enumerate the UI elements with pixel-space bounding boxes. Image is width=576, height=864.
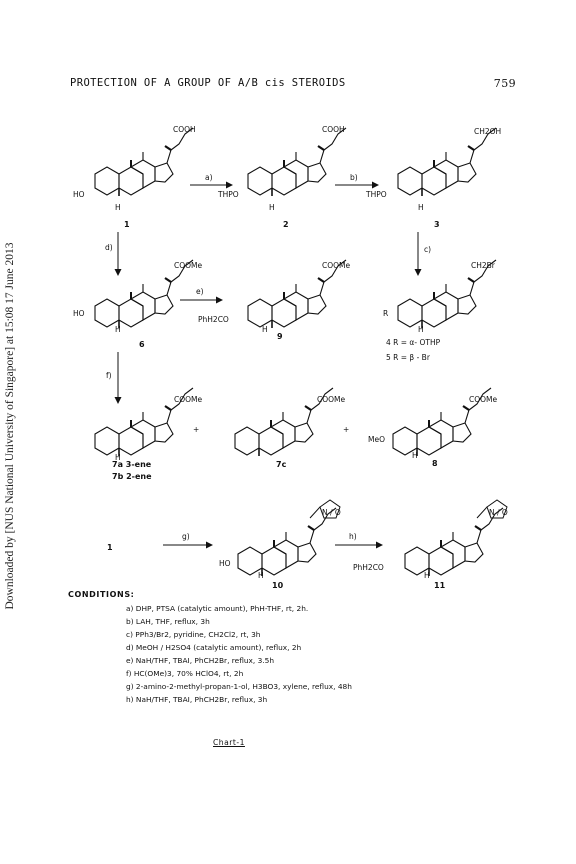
plus-sign: + [343, 425, 350, 434]
arrow-a [190, 173, 232, 185]
compound-4-5 [383, 260, 496, 362]
svg-text:b): b) [350, 173, 358, 182]
svg-text:N / O: N / O [322, 508, 341, 517]
svg-text:PhH2CO: PhH2CO [353, 563, 384, 572]
svg-text:CH2OH: CH2OH [474, 127, 502, 136]
compound-7ab [95, 388, 203, 481]
condition-f: f) HC(OMe)3, 70% HClO4, rt, 2h [126, 669, 244, 678]
svg-text:h): h) [349, 532, 357, 541]
svg-text:c): c) [424, 245, 432, 254]
svg-text:f): f) [106, 371, 112, 380]
svg-text:R: R [383, 309, 389, 318]
condition-h: h) NaH/THF, TBAI, PhCH2Br, reflux, 3h [126, 695, 268, 704]
svg-text:g): g) [182, 532, 190, 541]
svg-text:COOMe: COOMe [322, 261, 351, 270]
compound-3 [365, 127, 501, 229]
arrow-d [105, 232, 118, 275]
arrow-c [418, 232, 431, 275]
svg-text:N / O: N / O [489, 508, 508, 517]
compound-7c [235, 388, 346, 469]
conditions-block [68, 590, 528, 706]
header-title: PROTECTION OF A GROUP OF A/B cis STEROIDS [70, 77, 346, 89]
svg-text:d): d) [105, 243, 113, 252]
svg-text:COOMe: COOMe [174, 395, 203, 404]
condition-a: a) DHP, PTSA (catalytic amount), PhH-THF, rt, 2h. [126, 604, 309, 613]
svg-text:H: H [115, 453, 121, 462]
svg-text:4 R = α- OTHP: 4 R = α- OTHP [386, 338, 441, 347]
plus-sign: + [193, 425, 200, 434]
condition-c: c) PPh3/Br2, pyridine, CH2Cl2, rt, 3h [126, 630, 261, 639]
svg-text:7b 2-ene: 7b 2-ene [112, 472, 152, 481]
svg-text:3: 3 [434, 220, 440, 229]
svg-text:10: 10 [272, 581, 284, 590]
svg-text:H: H [258, 571, 264, 580]
svg-text:9: 9 [277, 332, 283, 341]
condition-g: g) 2-amino-2-methyl-propan-1-ol, H3BO3, xylene, reflux, 48h [126, 682, 352, 691]
svg-text:6: 6 [139, 340, 145, 349]
compound-1-ref: 1 [107, 543, 113, 552]
svg-text:H: H [418, 203, 424, 212]
svg-text:HO: HO [73, 309, 85, 318]
svg-text:THPO: THPO [366, 190, 387, 199]
arrow-f [106, 352, 118, 403]
svg-text:8: 8 [432, 459, 438, 468]
svg-text:H: H [115, 203, 121, 212]
svg-text:THPO: THPO [218, 190, 239, 199]
svg-text:COOH: COOH [173, 125, 196, 134]
svg-text:COOMe: COOMe [317, 395, 346, 404]
compound-6 [73, 260, 203, 349]
svg-text:COOMe: COOMe [174, 261, 203, 270]
svg-text:H: H [262, 325, 268, 334]
svg-text:HO: HO [219, 559, 231, 568]
svg-text:11: 11 [434, 581, 446, 590]
download-notice: Downloaded by [NUS National University of Singapore] at 15:08 17 June 2013 [4, 242, 16, 610]
svg-text:5 R = β - Br: 5 R = β - Br [386, 353, 430, 362]
svg-text:H: H [269, 203, 275, 212]
condition-b: b) LAH, THF, reflux, 3h [126, 617, 210, 626]
svg-text:a): a) [205, 173, 213, 182]
compound-2 [217, 125, 346, 229]
svg-text:COOH: COOH [322, 125, 345, 134]
conditions-list [126, 602, 528, 706]
condition-d: d) MeOH / H2SO4 (catalytic amount), reflux, 2h [126, 643, 302, 652]
arrow-g [163, 532, 212, 545]
svg-text:MeO: MeO [368, 435, 385, 444]
svg-text:CH2Br: CH2Br [471, 261, 495, 270]
condition-e: e) NaH/THF, TBAI, PhCH2Br, reflux, 3.5h [126, 656, 275, 665]
svg-text:HO: HO [73, 190, 85, 199]
svg-text:2: 2 [283, 220, 289, 229]
arrow-h [335, 532, 382, 545]
svg-text:7c: 7c [276, 460, 287, 469]
conditions-title: CONDITIONS: [68, 590, 135, 599]
compound-8 [368, 388, 498, 468]
svg-text:H: H [115, 325, 121, 334]
svg-text:PhH2CO: PhH2CO [198, 315, 229, 324]
chart-caption: Chart-1 [213, 738, 245, 747]
svg-text:1: 1 [124, 220, 130, 229]
svg-text:H: H [424, 571, 430, 580]
svg-text:e): e) [196, 287, 204, 296]
svg-text:COOMe: COOMe [469, 395, 498, 404]
svg-text:7a 3-ene: 7a 3-ene [112, 460, 152, 469]
arrow-b [335, 173, 378, 185]
compound-1 [73, 125, 196, 229]
page-number: 759 [493, 77, 516, 90]
svg-text:H: H [418, 325, 424, 334]
compound-10 [219, 500, 341, 590]
arrow-e [180, 287, 222, 300]
svg-text:H: H [412, 451, 418, 460]
